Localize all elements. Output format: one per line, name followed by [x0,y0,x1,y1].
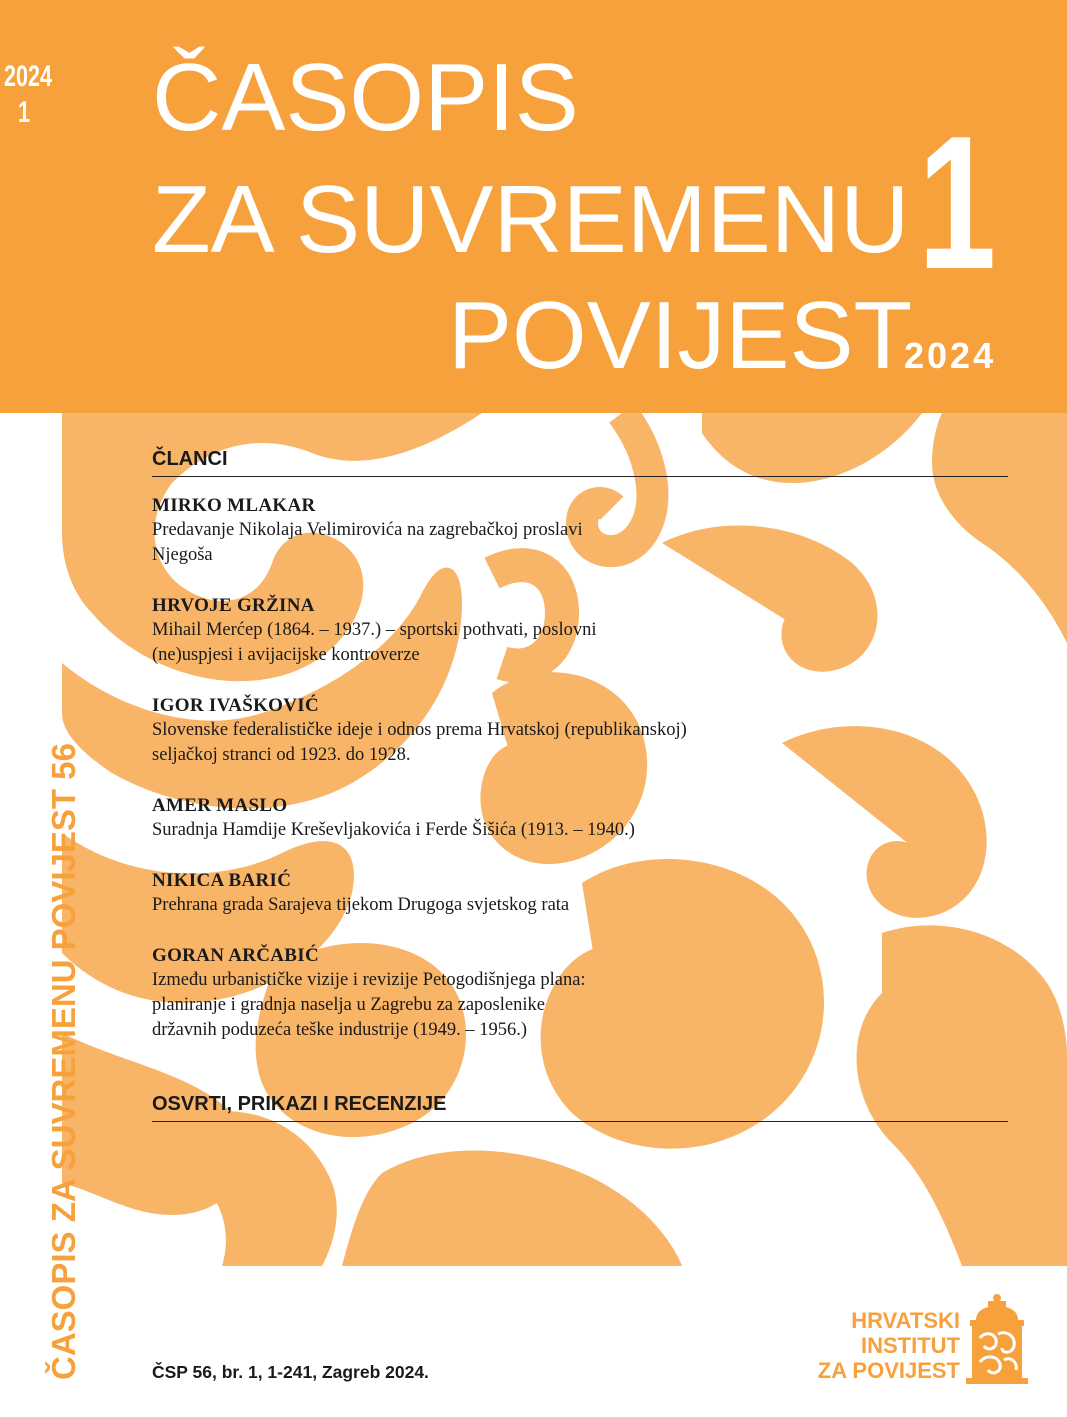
publisher-line: HRVATSKI [851,1308,960,1333]
article-title-line: Suradnja Hamdije Kreševljakovića i Ferde Šišića (1913. – 1940.) [152,820,635,840]
section-heading-clanci: ČLANCI [152,448,1008,477]
article-title-line: (ne)uspjesi i avijacijske kontroverze [152,645,420,665]
article-title-line: seljačkoj stranci od 1923. do 1928. [152,745,411,765]
title-line-3: POVIJEST [448,282,913,389]
article-title-line: Između urbanističke vizije i revizije Petogodišnjega plana: [152,970,586,990]
article-author: NIKICA BARIĆ [152,870,292,891]
cover-header [0,0,1067,413]
article-title-line: Predavanje Nikolaja Velimirovića na zagrebačkoj proslavi [152,520,583,540]
spine-title: ČASOPIS ZA SUVREMENU POVIJEST 56 [45,743,82,1380]
header-spine-issue: 1 [18,96,31,129]
title-line-2: ZA SUVREMENU [152,166,910,273]
article-author: IGOR IVAŠKOVIĆ [152,695,319,716]
article-item [152,943,792,1043]
publisher-line: INSTITUT [861,1333,960,1358]
article-item [152,493,792,568]
toc-section-clanci [152,448,1008,477]
article-title-line: Slovenske federalističke ideje i odnos prema Hrvatskoj (republikanskoj) [152,720,687,740]
article-title-line: planiranje i gradnja naselja u Zagrebu za zaposlenike [152,995,545,1015]
article-title-line: državnih poduzeća teške industrije (1949. – 1956.) [152,1020,528,1040]
article-item [152,593,792,668]
article-title-line: Njegoša [152,545,213,565]
issue-number: 1 [918,97,997,309]
article-author: HRVOJE GRŽINA [152,595,315,616]
toc-section-osvrti [152,1093,1008,1122]
institute-logo-icon [962,1290,1032,1384]
title-line-1: ČASOPIS [152,44,579,151]
article-item [152,693,812,768]
publisher-name [760,1308,960,1383]
article-title-line: Mihail Merćep (1864. – 1937.) – sportski pothvati, poslovni [152,620,597,640]
article-author: GORAN ARČABIĆ [152,945,319,966]
article-author: AMER MASLO [152,795,288,816]
article-author: MIRKO MLAKAR [152,495,316,516]
citation-line: ČSP 56, br. 1, 1-241, Zagreb 2024. [152,1362,429,1382]
article-title-line: Prehrana grada Sarajeva tijekom Drugoga svjetskog rata [152,895,570,915]
section-heading-osvrti: OSVRTI, PRIKAZI I RECENZIJE [152,1093,1008,1122]
header-spine-year: 2024 [4,60,53,93]
publisher-line: ZA POVIJEST [817,1358,960,1383]
article-item [152,868,792,918]
issue-year: 2024 [904,335,997,376]
article-item [152,793,792,843]
